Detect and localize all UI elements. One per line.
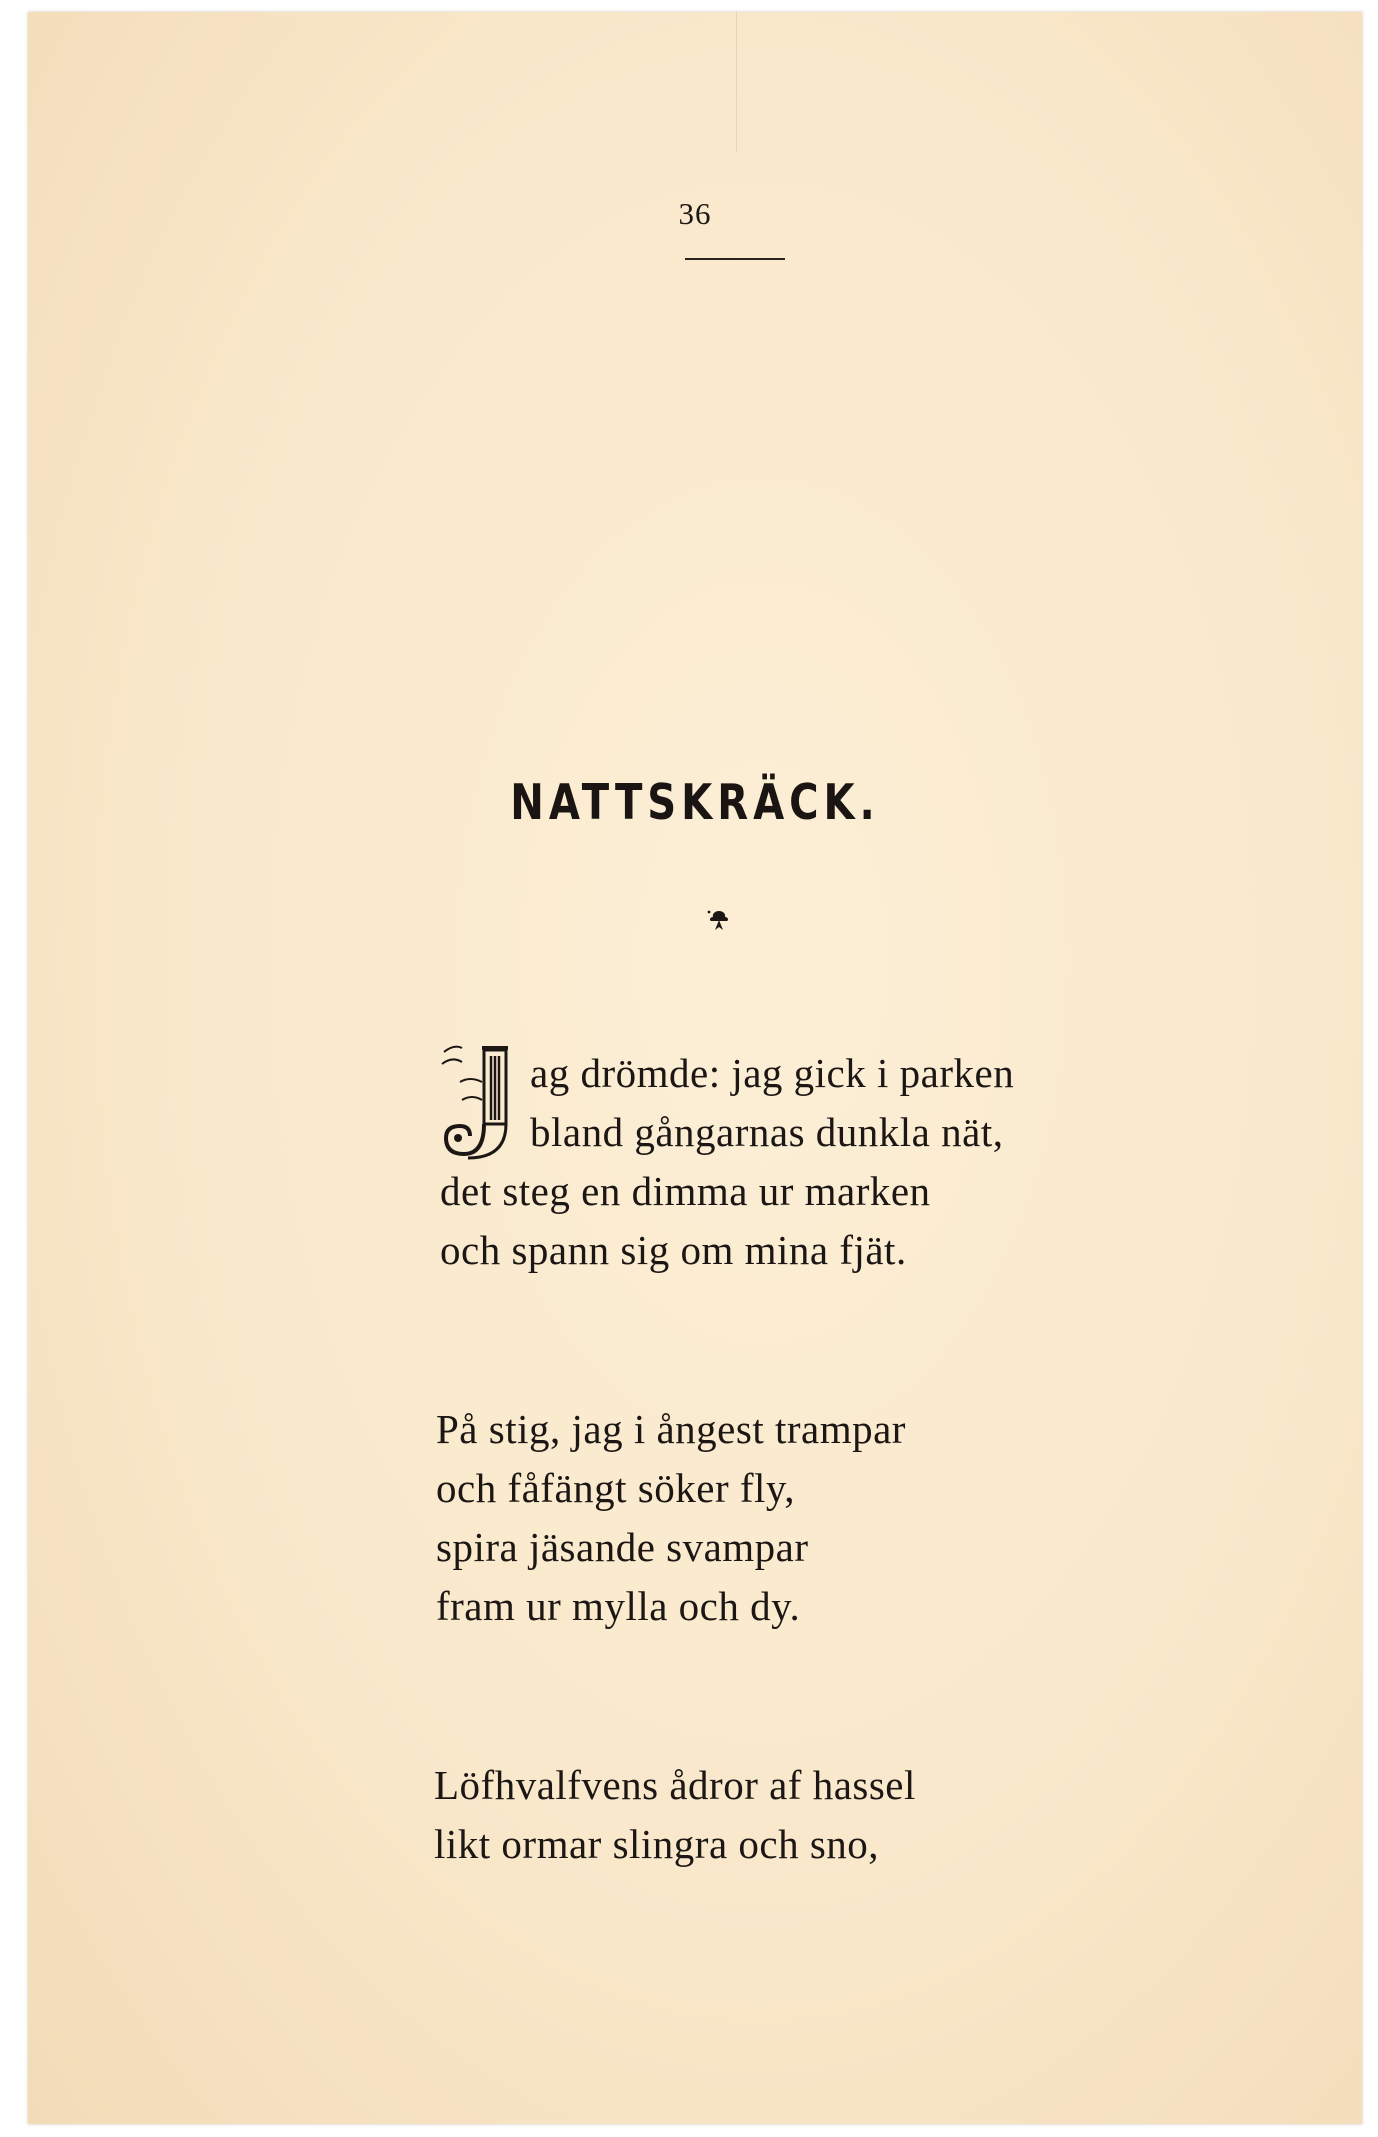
poem-line: likt ormar slingra och sno, xyxy=(434,1821,880,1867)
poem-line: och fåfängt söker fly, xyxy=(436,1465,795,1511)
poem-title: NATTSKRÄCK. xyxy=(510,774,880,831)
poem-line: ag drömde: jag gick i parken xyxy=(530,1050,1015,1096)
poem-line: fram ur mylla och dy. xyxy=(436,1583,801,1629)
book-page xyxy=(28,12,1362,2124)
stanza-2 xyxy=(436,1400,906,1636)
poem-line: och spann sig om mina fjät. xyxy=(440,1227,907,1273)
page-fold-mark xyxy=(736,12,737,152)
page-number-rule xyxy=(685,258,785,260)
fleuron-icon xyxy=(706,908,732,934)
poem-line: det steg en dimma ur marken xyxy=(440,1168,931,1214)
stanza-1 xyxy=(440,1044,1014,1280)
stanza-3 xyxy=(434,1756,916,1874)
page-number: 36 xyxy=(678,196,712,231)
poem-line: spira jäsande svampar xyxy=(436,1524,809,1570)
poem-line: Löfhvalfvens ådror af hassel xyxy=(434,1762,916,1808)
poem-line: På stig, jag i ångest trampar xyxy=(436,1406,906,1452)
poem-line: bland gångarnas dunkla nät, xyxy=(530,1109,1004,1155)
